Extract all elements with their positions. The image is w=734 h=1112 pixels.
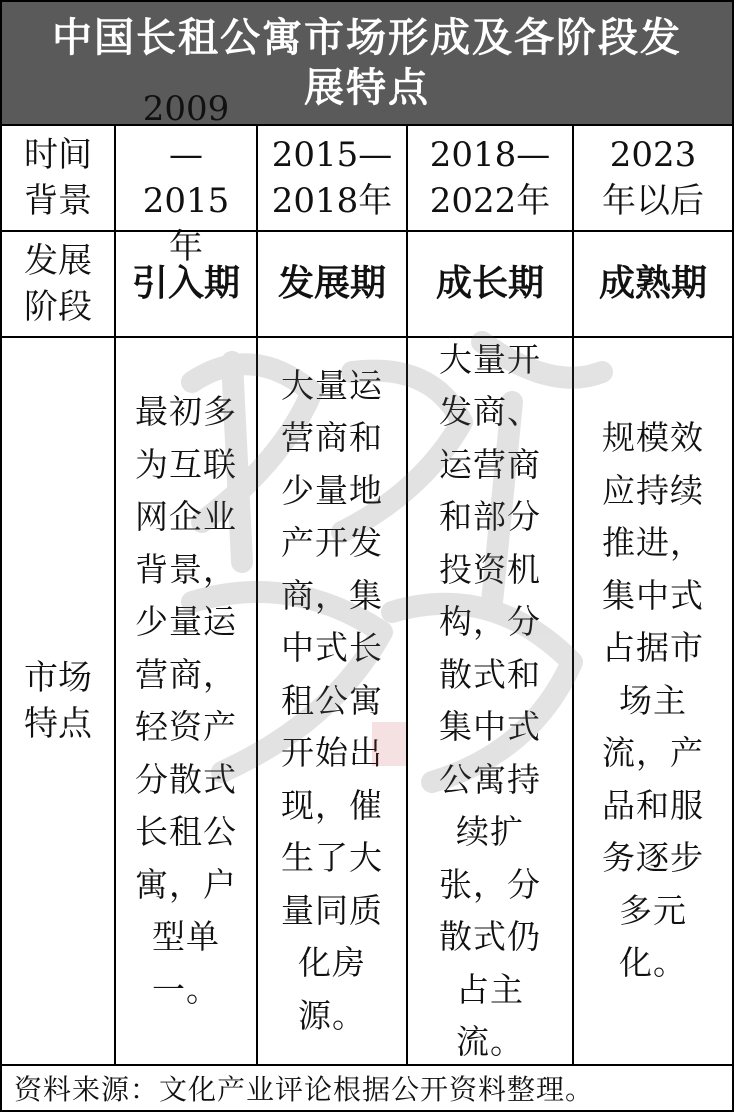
cell-time-1: —2015年 (116, 124, 258, 230)
row-label-stage: 发展阶段 (2, 230, 116, 336)
table-title: 中国长租公寓市场形成及各阶段发展特点 (2, 2, 732, 124)
cell-stage-4: 成熟期 (574, 230, 732, 336)
cell-feature-3: 大量开发商、运营商和部分投资机构，分散式和集中式公寓持续扩张，分散式仍占主流。 (408, 336, 574, 1064)
row-label-features: 市场特点 (2, 336, 116, 1064)
cell-time-2: 2015—2018年 (258, 124, 408, 230)
cell-stage-2: 发展期 (258, 230, 408, 336)
source-note: 资料来源：文化产业评论根据公开资料整理。 (2, 1064, 732, 1110)
cell-feature-4: 规模效应持续推进，集中式占据市场主流，产品和服务逐步多元化。 (574, 336, 732, 1064)
cell-time-4: 2023年以后 (574, 124, 732, 230)
cell-stage-1: 引入期 (116, 230, 258, 336)
row-label-time: 时间背景 (2, 124, 116, 230)
cell-stage-3: 成长期 (408, 230, 574, 336)
cell-feature-1: 最初多为互联网企业背景，少量运营商，轻资产分散式长租公寓，户型单一。 (116, 336, 258, 1064)
cell-feature-2: 大量运营商和少量地产开发商，集中式长租公寓开始出现，催生了大量同质化房源。 (258, 336, 408, 1064)
cell-time-3: 2018—2022年 (408, 124, 574, 230)
table-grid (2, 124, 732, 1064)
